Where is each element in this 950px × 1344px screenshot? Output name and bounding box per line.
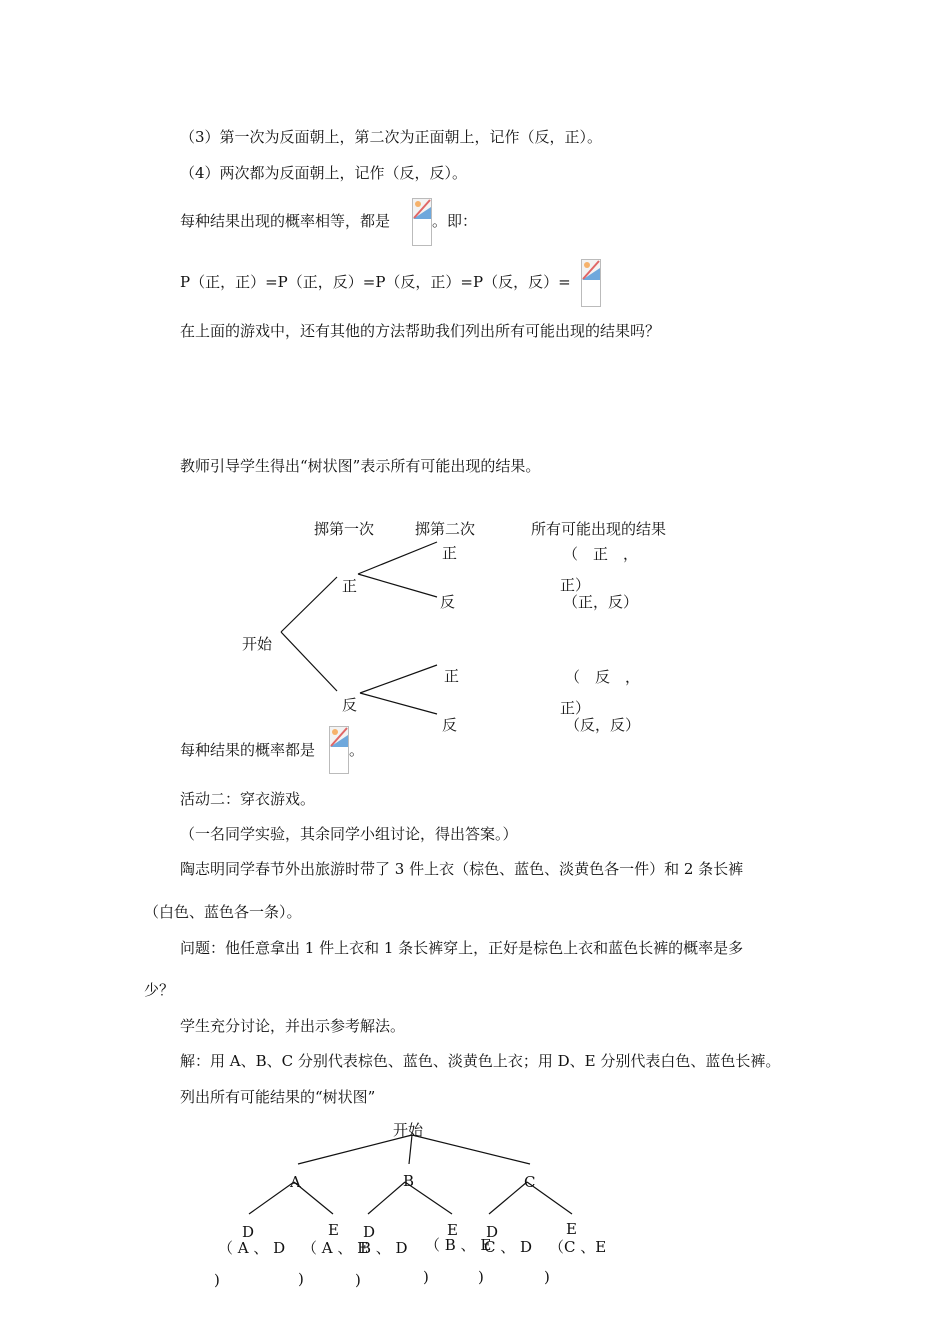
tree-result-tails-tails: （反，反） bbox=[565, 716, 641, 734]
paragraph-tree-intro: 教师引导学生得出“树状图”表示所有可能出现的结果。 bbox=[180, 457, 541, 475]
tree-leaf-tails-heads: 正 bbox=[444, 667, 460, 685]
paragraph-question: 在上面的游戏中，还有其他的方法帮助我们列出所有可能出现的结果吗？ bbox=[180, 322, 661, 340]
clothes-tree-start: 开始 bbox=[393, 1121, 424, 1139]
clothes-tree-leaf: E bbox=[328, 1221, 339, 1239]
clothes-tree-leaf: D bbox=[486, 1223, 499, 1241]
tree-leaf-heads-tails: 反 bbox=[440, 593, 456, 611]
clothes-tree-leaf: E bbox=[447, 1221, 458, 1239]
tree-result-tails-heads-cont: 正） bbox=[560, 699, 591, 717]
clothes-tree-result: C 、 D bbox=[484, 1238, 533, 1256]
paragraph-equal-probability: 每种结果出现的概率相等，都是 bbox=[180, 212, 391, 230]
paragraph-outcome-3: （3）第一次为反面朝上，第二次为正面朝上，记作（反，正）。 bbox=[180, 128, 603, 146]
tree-header-second-toss: 掷第二次 bbox=[415, 520, 476, 538]
clothes-tree-result-close: ) bbox=[355, 1271, 361, 1289]
paragraph-outcome-4: （4）两次都为反面朝上，记作（反，反）。 bbox=[180, 164, 468, 182]
clothes-tree-node-a: A bbox=[290, 1173, 301, 1191]
paragraph-probability-equation: P（正，正）=P（正，反）=P（反，正）=P（反，反）= bbox=[180, 273, 571, 291]
paragraph-problem-line2: （白色、蓝色各一条）。 bbox=[144, 903, 302, 921]
tree-leaf-tails-tails: 反 bbox=[442, 716, 458, 734]
paragraph-tree-caption: 列出所有可能结果的“树状图” bbox=[180, 1088, 376, 1106]
paragraph-each-probability: 每种结果的概率都是 bbox=[180, 741, 316, 759]
clothes-tree-result-close: ) bbox=[214, 1271, 220, 1289]
paragraph-problem-line1: 陶志明同学春节外出旅游时带了 3 件上衣（棕色、蓝色、淡黄色各一件）和 2 条长裤 bbox=[180, 860, 744, 878]
clothes-tree-result-close: ) bbox=[298, 1270, 304, 1288]
tree-result-tails-heads: （ 反 ， bbox=[565, 668, 641, 686]
clothes-tree-node-c: C bbox=[524, 1173, 536, 1191]
tree-header-results: 所有可能出现的结果 bbox=[531, 520, 667, 538]
tree-result-heads-heads-cont: 正） bbox=[560, 576, 591, 594]
paragraph-discussion: 学生充分讨论，并出示参考解法。 bbox=[180, 1017, 406, 1035]
clothes-tree-result: （ A 、 E bbox=[302, 1239, 369, 1257]
clothes-tree-result: （ A 、 D bbox=[218, 1239, 286, 1257]
clothes-tree-result: （C 、E bbox=[549, 1238, 607, 1256]
tree-node-start: 开始 bbox=[242, 635, 273, 653]
tree-node-heads: 正 bbox=[342, 577, 358, 595]
tree-leaf-heads-heads: 正 bbox=[442, 544, 458, 562]
paragraph-period: 。 bbox=[349, 741, 365, 759]
clothes-tree-result-close: ) bbox=[423, 1268, 429, 1286]
clothes-tree-leaf: D bbox=[363, 1223, 376, 1241]
clothes-tree-result-close: ) bbox=[478, 1268, 484, 1286]
paragraph-activity-two: 活动二：穿衣游戏。 bbox=[180, 790, 316, 808]
paragraph-experiment-note: （一名同学实验，其余同学小组讨论，得出答案。） bbox=[180, 825, 518, 843]
tree-result-heads-heads: （ 正 ， bbox=[563, 545, 639, 563]
clothes-tree-leaf: D bbox=[242, 1223, 255, 1241]
tree-result-heads-tails: （正，反） bbox=[563, 593, 639, 611]
clothes-tree-result: B 、 D bbox=[360, 1239, 408, 1257]
clothes-tree-result: （ B 、 E bbox=[425, 1236, 492, 1254]
tree-node-tails: 反 bbox=[342, 696, 358, 714]
paragraph-ji: 。即： bbox=[432, 212, 478, 230]
paragraph-solution: 解：用 A、B、C 分别代表棕色、蓝色、淡黄色上衣；用 D、E 分别代表白色、蓝色长裤。 bbox=[180, 1052, 781, 1070]
clothes-tree-node-b: B bbox=[403, 1172, 415, 1190]
tree-header-first-toss: 掷第一次 bbox=[314, 520, 375, 538]
paragraph-question-line2: 少？ bbox=[144, 981, 175, 999]
clothes-tree-leaf: E bbox=[566, 1220, 577, 1238]
paragraph-question-line1: 问题：他任意拿出 1 件上衣和 1 条长裤穿上，正好是棕色上衣和蓝色长裤的概率是多 bbox=[180, 939, 744, 957]
clothes-tree-result-close: ) bbox=[544, 1268, 550, 1286]
